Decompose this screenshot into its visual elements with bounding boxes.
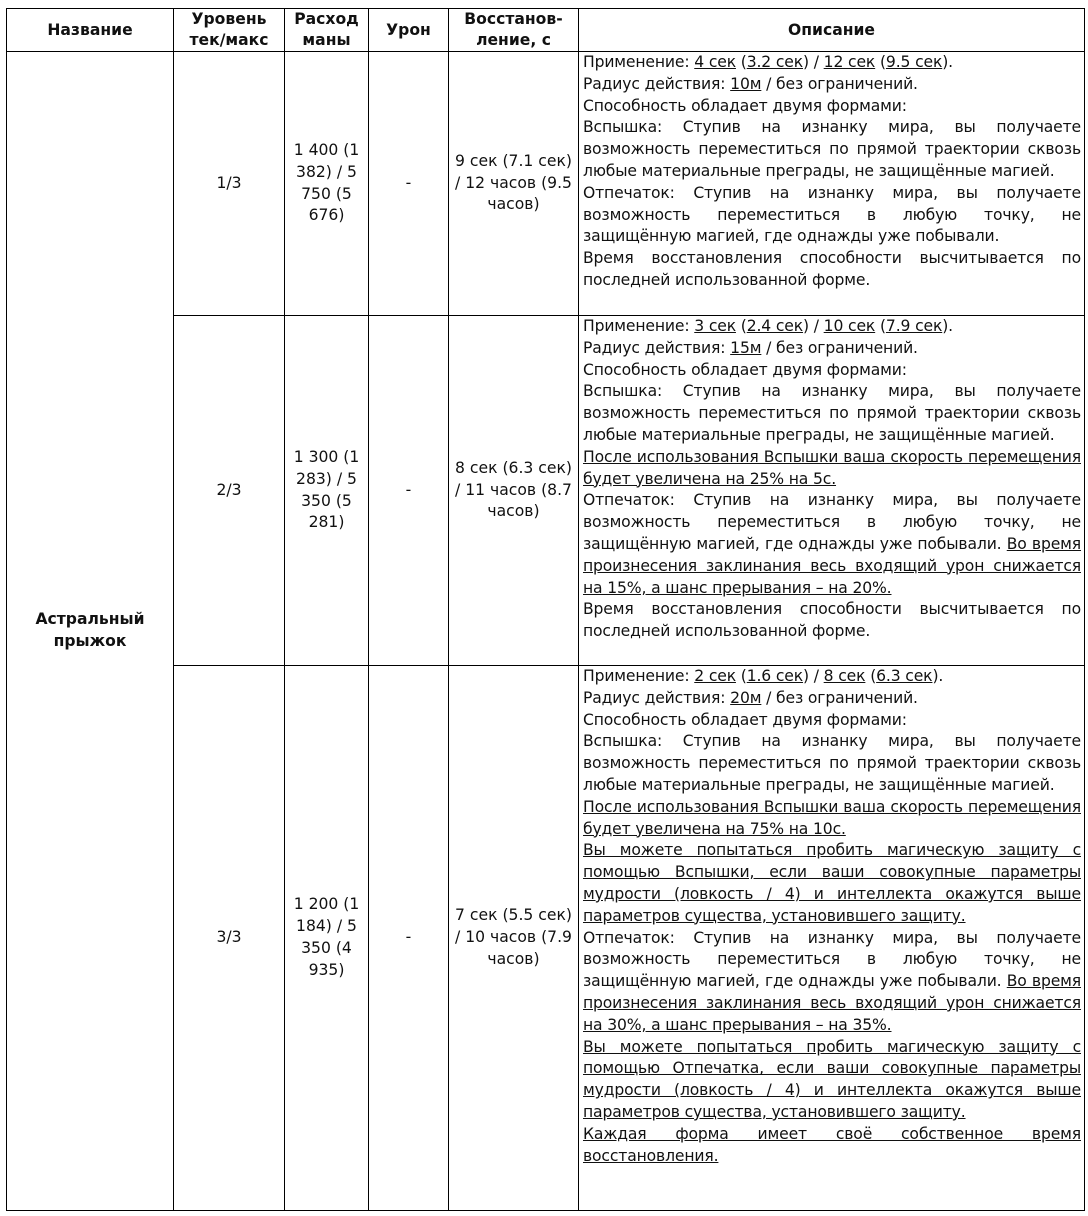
use-label: Применение: [583, 53, 695, 71]
forms-line: Способность обладает двумя формами: [583, 710, 907, 729]
imprint-main: Отпечаток: Ступив на изнанку мира, вы получаете возможность переместиться в любую точку, не защищённую магией, где однажды уже побывали. [583, 491, 1081, 553]
damage-cell: - [369, 52, 449, 316]
use-line: Применение: 4 сек (3.2 сек) / 12 сек (9.5 сек). [583, 53, 953, 71]
imprint-main: Отпечаток: Ступив на изнанку мира, вы получаете возможность переместиться в любую точку, не защищённую магией, где однажды уже побывали. [583, 928, 1081, 991]
cooldown-note: Время восстановления способности высчитывается по последней использованной форме. [583, 600, 1081, 641]
cooldown-cell: 8 сек (6.3 сек) / 11 часов (8.7 часов) [449, 316, 579, 666]
description-cell [579, 52, 1085, 316]
use-value-reduced: 2.4 сек [746, 317, 804, 335]
use-value: 3 сек [694, 317, 736, 335]
radius-rest: / без ограничений. [761, 338, 918, 357]
header-level: Уровень тек/макс [174, 9, 285, 52]
description-cell [579, 666, 1085, 1211]
flash-bonus-2: Вы можете попытаться пробить магическую защиту с помощью Вспышки, если ваши совокупные параметры мудрости (ловкость / 4) и интеллекта окажутся выше параметров существа, установившего защиту. [583, 841, 1081, 925]
header-cooldown: Восстанов-ление, с [449, 9, 579, 52]
skill-table [6, 8, 1085, 1211]
use-value-reduced: 9.5 сек [885, 53, 943, 71]
mana-cell: 1 300 (1 283) / 5 350 (5 281) [285, 316, 369, 666]
radius-line [583, 74, 1081, 96]
mana-cell: 1 200 (1 184) / 5 350 (4 935) [285, 666, 369, 1211]
use-value: 4 сек [694, 53, 736, 71]
flash-text: Вспышка: Ступив на изнанку мира, вы получаете возможность переместиться по прямой траектории сквозь любые материальные преграды, не защищённые магией. [583, 118, 1081, 180]
radius-line [583, 688, 1081, 710]
header-name: Название [7, 9, 174, 52]
skill-name: Астральный прыжок [7, 52, 174, 1211]
mana-cell: 1 400 (1 382) / 5 750 (5 676) [285, 52, 369, 316]
header-row [7, 9, 1085, 52]
use-value: 10 сек [823, 317, 876, 335]
imprint-text [583, 928, 1081, 1037]
imprint-bonus-2: Вы можете попытаться пробить магическую защиту с помощью Отпечатка, если ваши совокупные параметры мудрости (ловкость / 4) и интеллекта окажутся выше параметров существа, установившего защиту. [583, 1037, 1081, 1121]
radius-rest: / без ограничений. [761, 688, 918, 707]
imprint-text: Отпечаток: Ступив на изнанку мира, вы получаете возможность переместиться в любую точку, не защищённую магией, где однажды уже побывали. [583, 183, 1081, 246]
level-cell: 3/3 [174, 666, 285, 1211]
imprint-text [583, 490, 1081, 599]
use-value-reduced: 3.2 сек [746, 53, 804, 71]
use-value-reduced: 6.3 сек [876, 667, 933, 685]
damage-cell: - [369, 666, 449, 1211]
use-label: Применение: [583, 317, 695, 335]
flash-text: Вспышка: Ступив на изнанку мира, вы получаете возможность переместиться по прямой траектории сквозь любые материальные преграды, не защищённые магией. [583, 382, 1081, 444]
header-damage: Урон [369, 9, 449, 52]
header-mana: Расход маны [285, 9, 369, 52]
radius-label: Радиус действия: [583, 688, 731, 707]
radius-value: 10м [730, 74, 762, 93]
forms-line: Способность обладает двумя формами: [583, 96, 907, 115]
use-value: 8 сек [823, 667, 866, 685]
radius-label: Радиус действия: [583, 338, 731, 357]
imprint-bonus: Во время произнесения заклинания весь входящий урон снижается на 15%, а шанс прерывания – на 20%. [583, 534, 1082, 597]
cooldown-note: Каждая форма имеет своё собственное время восстановления. [583, 1124, 1081, 1165]
description-cell [579, 316, 1085, 666]
flash-bonus: После использования Вспышки ваша скорость перемещения будет увеличена на 75% на 10с. [583, 797, 1081, 838]
radius-label: Радиус действия: [583, 74, 731, 93]
forms-line: Способность обладает двумя формами: [583, 360, 907, 379]
imprint-bonus: Во время произнесения заклинания весь входящий урон снижается на 30%, а шанс прерывания – на 35%. [583, 972, 1082, 1034]
radius-value: 20м [730, 688, 762, 707]
cooldown-note: Время восстановления способности высчитывается по последней использованной форме. [583, 249, 1081, 289]
use-value-reduced: 1.6 сек [746, 667, 804, 685]
radius-value: 15м [730, 338, 762, 357]
cooldown-cell: 7 сек (5.5 сек) / 10 часов (7.9 часов) [449, 666, 579, 1211]
table-row [7, 52, 1085, 316]
radius-rest: / без ограничений. [761, 74, 918, 93]
radius-line [583, 338, 1081, 360]
level-cell: 1/3 [174, 52, 285, 316]
flash-text: Вспышка: Ступив на изнанку мира, вы получаете возможность переместиться по прямой траектории сквозь любые материальные преграды, не защищённые магией. [583, 732, 1081, 794]
use-value: 2 сек [694, 667, 736, 685]
header-description: Описание [579, 9, 1085, 52]
use-line: Применение: 3 сек (2.4 сек) / 10 сек (7.9 сек). [583, 317, 953, 335]
use-value-reduced: 7.9 сек [885, 317, 943, 335]
flash-bonus: После использования Вспышки ваша скорость перемещения будет увеличена на 25% на 5с. [583, 447, 1081, 488]
use-value: 12 сек [823, 53, 876, 71]
level-cell: 2/3 [174, 316, 285, 666]
damage-cell: - [369, 316, 449, 666]
use-line: Применение: 2 сек (1.6 сек) / 8 сек (6.3 сек). [583, 667, 944, 685]
use-label: Применение: [583, 667, 695, 685]
cooldown-cell: 9 сек (7.1 сек) / 12 часов (9.5 часов) [449, 52, 579, 316]
